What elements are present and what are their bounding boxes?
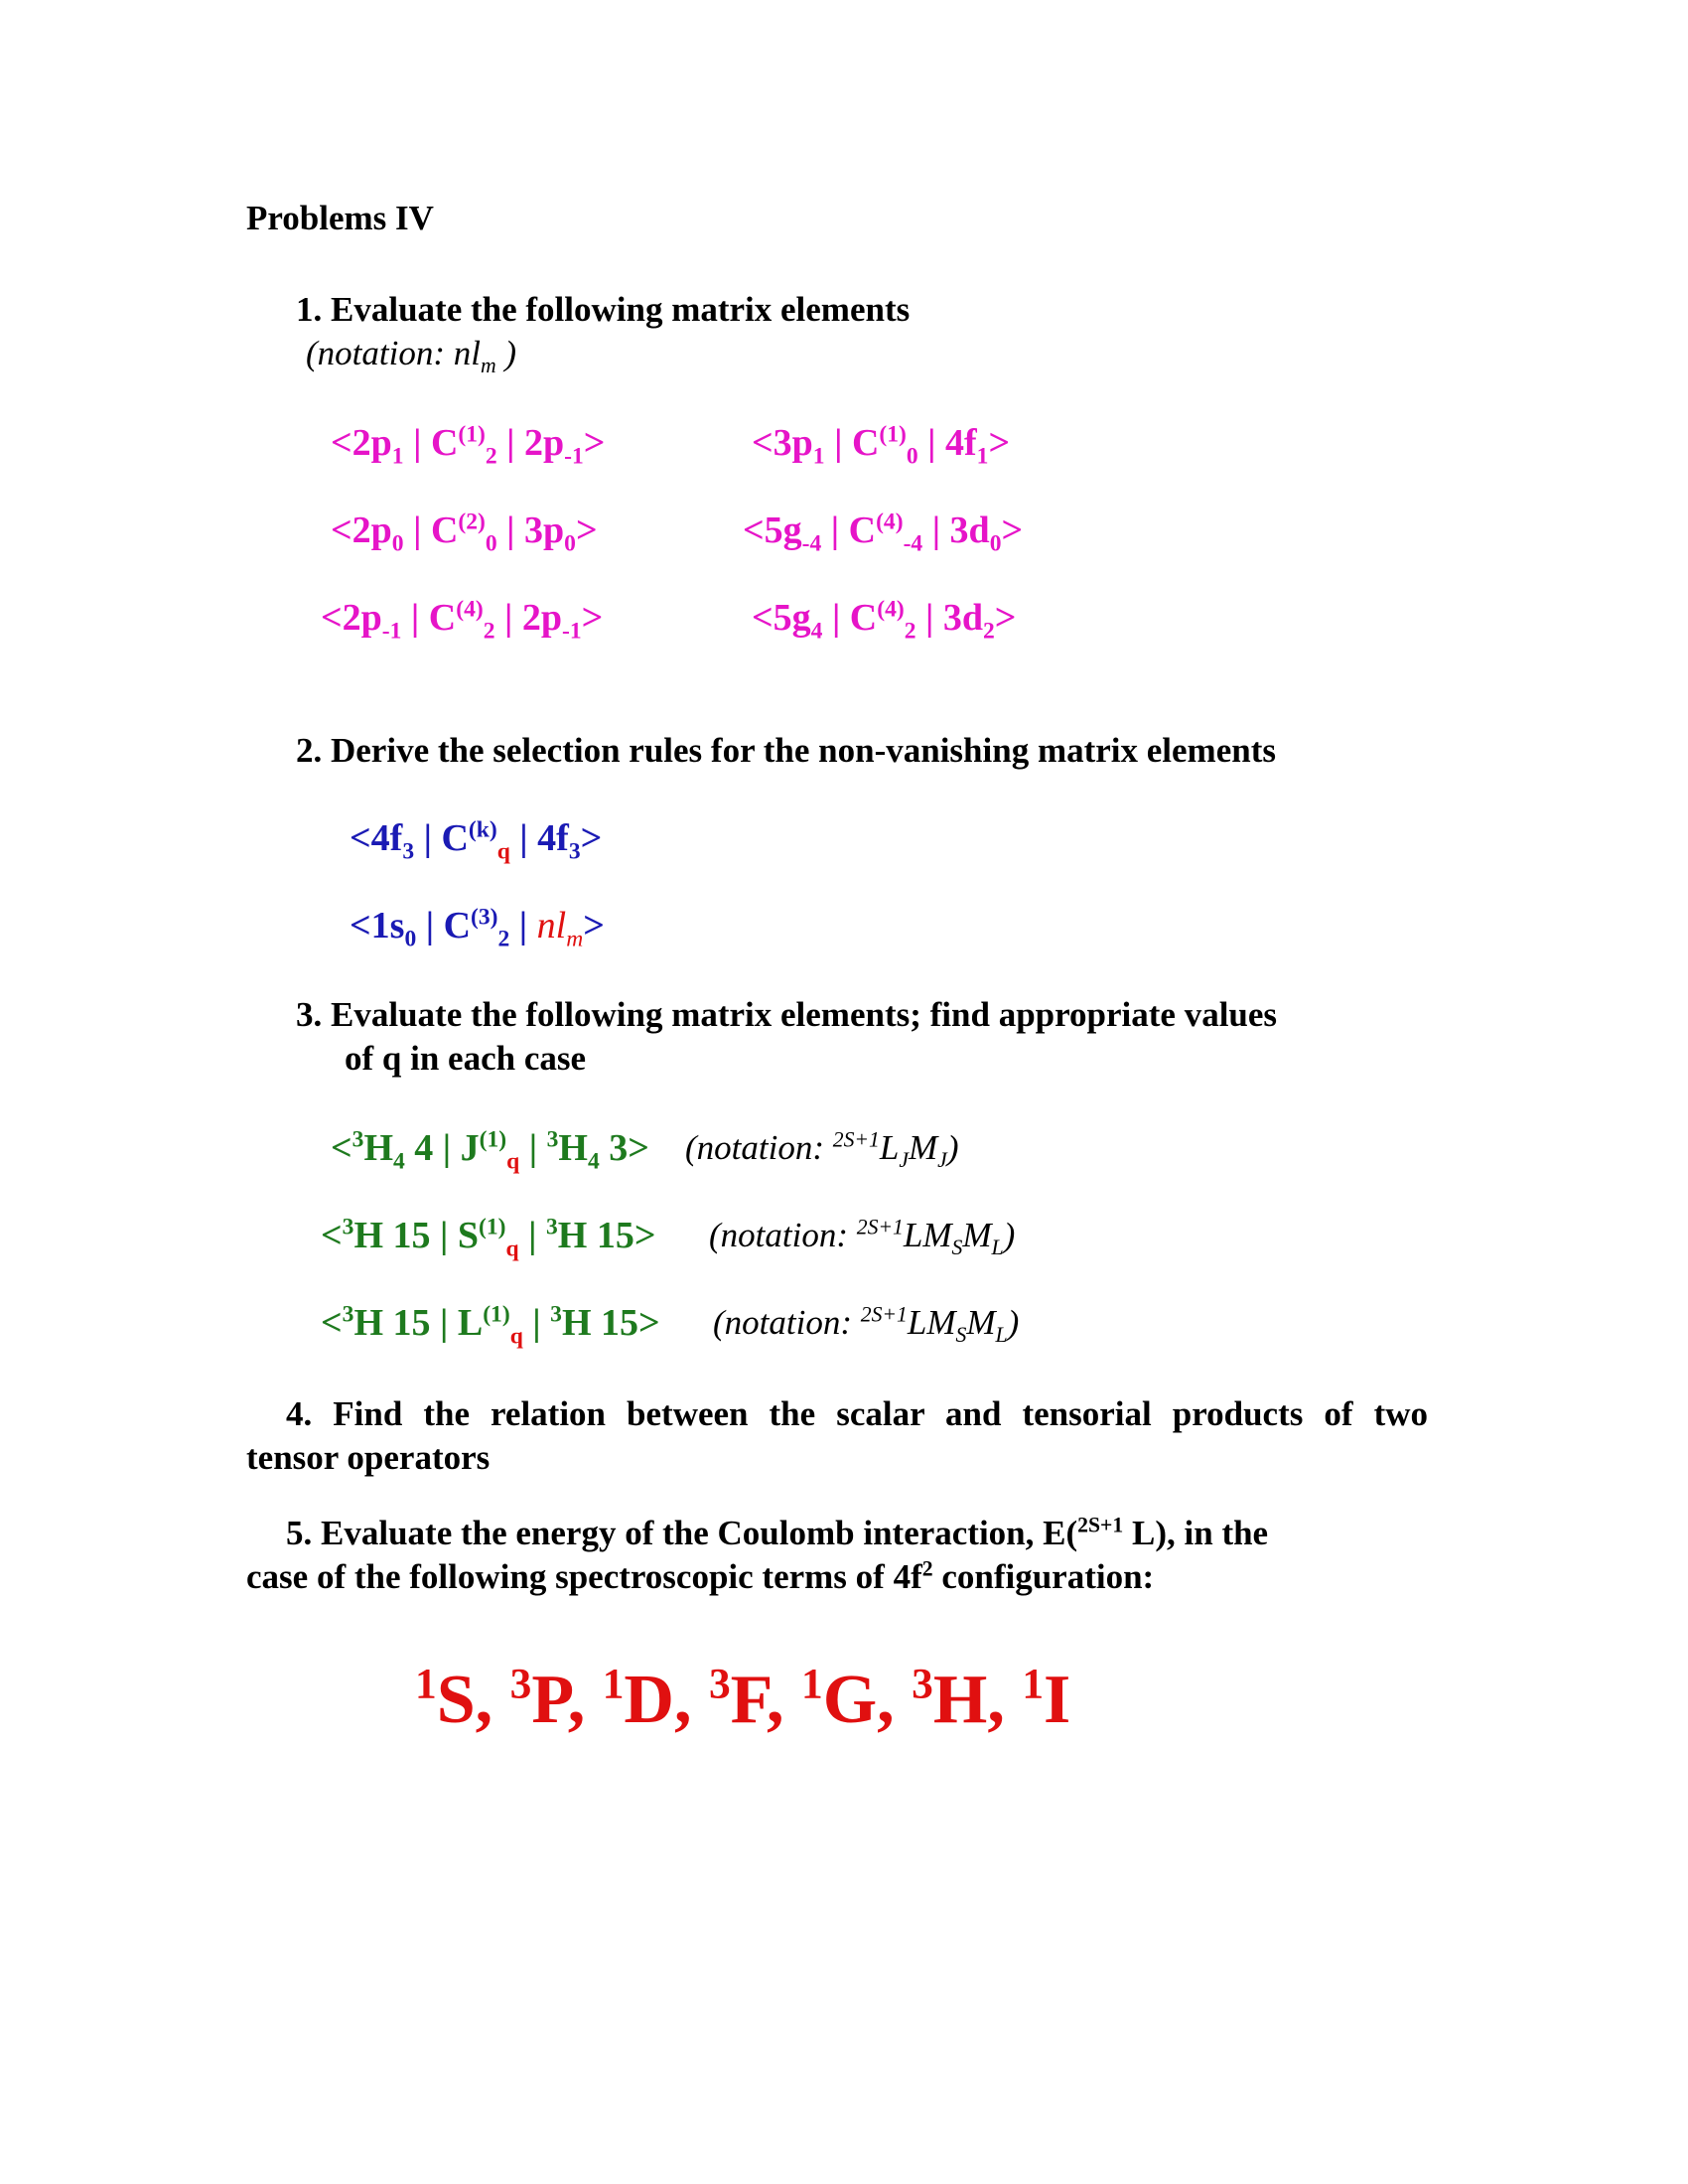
term-1: $^1$S, [415,1660,510,1738]
spectroscopic-terms [415,1661,1070,1740]
angular-element-2: <$^3$H 15 | $S^{(1)}_q$ | $^3$H 15> [321,1214,656,1262]
matrix-element-1: $<2p_1$ | $C^{(1)}_2$ | $2p_{-1}>$ [331,421,606,470]
term-4: $^3$F, [708,1660,801,1738]
term-3: $^1$D, [602,1660,709,1738]
matrix-element-5: $<2p_{-1}$ | $C^{(4)}_2$ | $2p_{-1}>$ [321,596,604,645]
problem-5-line-1: 5. Evaluate the energy of the Coulomb interaction, E($^{2S+1}$ L), in the [286,1513,1269,1552]
selection-element-2: $<1s_0$ | $C^{(3)}_2$ | $nl_m>$ [350,904,605,952]
problem-4-line-1: 4. Find the relation between the scalar and tensorial products of two [286,1394,1428,1433]
problem-3-line-2: of q in each case [345,1039,587,1078]
matrix-element-6: $<5g_4$ | $C^{(4)}_2$ | $3d_2>$ [752,596,1017,645]
matrix-element-3: $<2p_0$ | $C^{(2)}_0$ | $3p_0>$ [331,509,598,557]
angular-element-3: <$^3$H 15 | $L^{(1)}_q$ | $^3$H 15> [321,1301,660,1350]
term-2: $^3$P, [509,1660,603,1738]
problem-3-line-1: 3. Evaluate the following matrix elements; find appropriate values [296,995,1278,1034]
problem-2-text: 2. Derive the selection rules for the non-vanishing matrix elements [296,731,1276,770]
problem-1-notation: (notation: $nl_m$ ) [306,334,517,377]
problem-4-line-2: tensor operators [246,1438,491,1477]
term-7: $^1$I [1022,1660,1071,1738]
angular-element-1: $<^3H_4$ 4 | $J^{(1)}_q$ | $^3H_4$ 3> [331,1126,649,1175]
angular-notation-1: (notation: $^{2S+1}L_JM_J$) [685,1127,959,1172]
angular-notation-3: (notation: $^{2S+1}LM_SM_L$) [713,1302,1020,1347]
matrix-element-2: $<3p_1$ | $C^{(1)}_0$ | $4f_1>$ [752,421,1011,470]
problem-1-text: 1. Evaluate the following matrix elements [296,290,911,329]
term-6: $^3$H, [912,1660,1023,1738]
matrix-element-4: $<5g_{-4}$ | $C^{(4)}_{-4}$ | $3d_0>$ [743,509,1024,557]
problem-5-line-2: case of the following spectroscopic terms of $4f^2$ configuration: [246,1556,1155,1596]
selection-element-1: $<4f_3$ | $C^{(k)}_q$ | $4f_3>$ [350,816,603,865]
angular-notation-2: (notation: $^{2S+1}LM_SM_L$) [709,1215,1016,1259]
term-5: $^1$G, [801,1660,913,1738]
page-title: Problems IV [246,199,434,237]
